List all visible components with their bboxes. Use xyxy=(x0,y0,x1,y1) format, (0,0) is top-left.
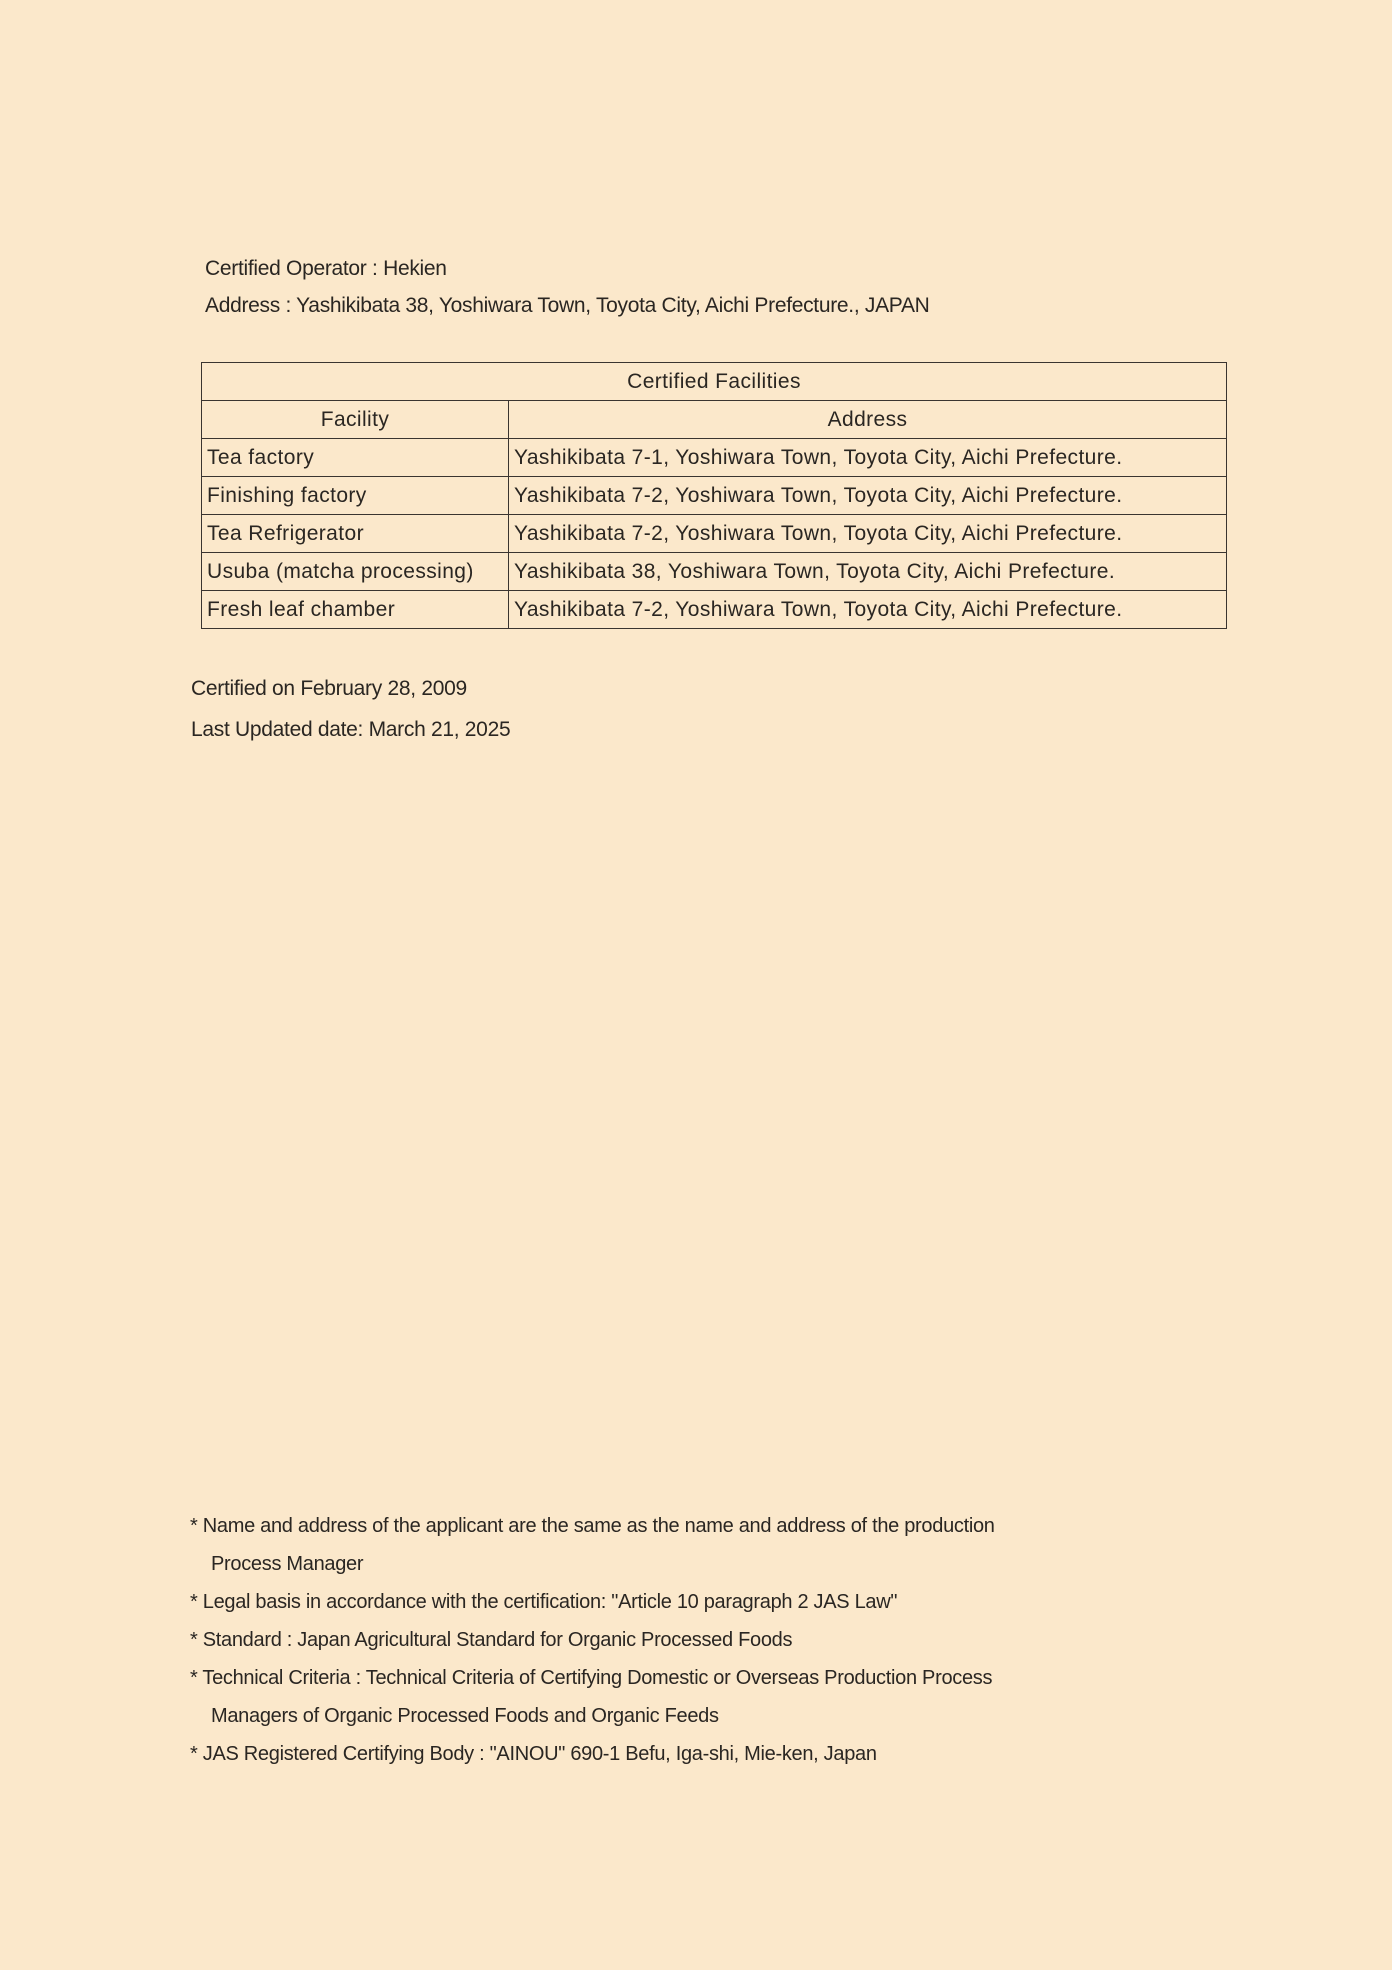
note-standard: * Standard : Japan Agricultural Standard for Organic Processed Foods xyxy=(190,1629,793,1651)
note-technical-criteria-cont: Managers of Organic Processed Foods and Organic Feeds xyxy=(211,1705,719,1727)
table-row xyxy=(202,553,1227,591)
certified-operator: Certified Operator : Hekien xyxy=(205,257,447,280)
operator-address: Address : Yashikibata 38, Yoshiwara Town, Toyota City, Aichi Prefecture., JAPAN xyxy=(205,294,930,317)
facility-cell: Finishing factory xyxy=(202,477,509,515)
column-header-address: Address xyxy=(509,401,1227,439)
column-header-facility: Facility xyxy=(202,401,509,439)
table-row xyxy=(202,477,1227,515)
note-applicant-cont: Process Manager xyxy=(211,1553,364,1575)
note-legal-basis: * Legal basis in accordance with the certification: "Article 10 paragraph 2 JAS Law" xyxy=(190,1591,898,1613)
table-row xyxy=(202,515,1227,553)
note-technical-criteria: * Technical Criteria : Technical Criteria of Certifying Domestic or Overseas Production Process xyxy=(190,1667,993,1689)
table-row xyxy=(202,439,1227,477)
certified-date: Certified on February 28, 2009 xyxy=(191,677,467,700)
last-updated-date: Last Updated date: March 21, 2025 xyxy=(191,718,511,741)
address-cell: Yashikibata 38, Yoshiwara Town, Toyota City, Aichi Prefecture. xyxy=(509,553,1227,591)
address-cell: Yashikibata 7-2, Yoshiwara Town, Toyota City, Aichi Prefecture. xyxy=(509,591,1227,629)
table-title: Certified Facilities xyxy=(202,363,1227,401)
facility-cell: Usuba (matcha processing) xyxy=(202,553,509,591)
facility-cell: Fresh leaf chamber xyxy=(202,591,509,629)
table-title-row xyxy=(202,363,1227,401)
address-cell: Yashikibata 7-1, Yoshiwara Town, Toyota City, Aichi Prefecture. xyxy=(509,439,1227,477)
note-certifying-body: * JAS Registered Certifying Body : "AINOU" 690-1 Befu, Iga-shi, Mie-ken, Japan xyxy=(190,1743,877,1765)
note-applicant: * Name and address of the applicant are the same as the name and address of the production xyxy=(190,1515,995,1537)
address-cell: Yashikibata 7-2, Yoshiwara Town, Toyota City, Aichi Prefecture. xyxy=(509,515,1227,553)
table-header-row xyxy=(202,401,1227,439)
facility-cell: Tea Refrigerator xyxy=(202,515,509,553)
table-row xyxy=(202,591,1227,629)
certified-facilities-table xyxy=(201,362,1227,629)
address-cell: Yashikibata 7-2, Yoshiwara Town, Toyota City, Aichi Prefecture. xyxy=(509,477,1227,515)
facility-cell: Tea factory xyxy=(202,439,509,477)
